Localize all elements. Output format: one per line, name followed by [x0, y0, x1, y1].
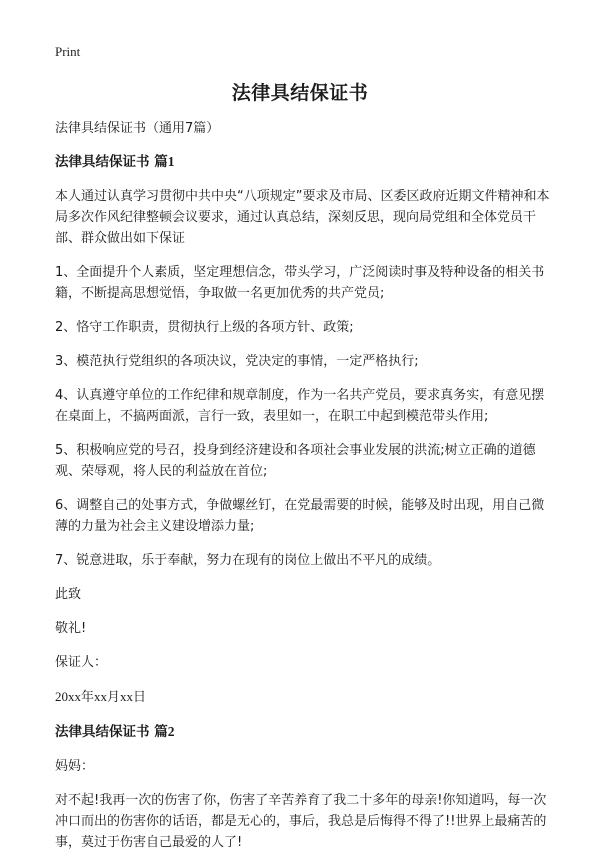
section-heading-2-number: 2: [167, 724, 175, 739]
date-day: xx: [120, 689, 134, 704]
section1-item-5: 5、积极响应党的号召，投身到经济建设和各项社会事业发展的洪流;树立正确的道德观、荣辱观，将人民的利益放在首位;: [55, 443, 536, 479]
date-year: 20xx: [55, 689, 81, 704]
salute-text: 敬礼!: [55, 621, 87, 636]
document-subtitle: 法律具结保证书（通用7篇）: [55, 121, 220, 136]
date-year-unit: 年: [81, 690, 95, 705]
section1-item-4: 4、认真遵守单位的工作纪律和规章制度，作为一名共产党员，要求真务实，有意见摆在桌面上，不搞两面派，言行一致，表里如一，在职工中起到模范带头作用;: [55, 388, 545, 424]
section-heading-2-text: 法律具结保证书 篇: [55, 724, 168, 740]
section1-intro-paragraph: 本人通过认真学习贯彻中共中央“八项规定”要求及市局、区委区政府近期文件精神和本局多次作风纪律整顿会议要求，通过认真总结，深刻反思，现向局党组和全体党员干部、群众做出如下保证: [55, 189, 550, 246]
section2-greeting: 妈妈：: [55, 759, 95, 774]
date-day-unit: 日: [133, 690, 147, 705]
section2-paragraph-1: 对不起!我再一次的伤害了你，伤害了辛苦养育了我二十多年的母亲!你知道吗，每一次冲口而出的伤害你的话语，都是无心的，事后，我总是后悔得不得了!!世界上最痛苦的事，莫过于伤害自己最爱的人了!: [55, 793, 547, 850]
print-link[interactable]: Print: [55, 44, 81, 59]
closing-text: 此致: [55, 587, 82, 602]
section1-item-7: 7、锐意进取，乐于奉献，努力在现有的岗位上做出不平凡的成绩。: [55, 553, 441, 568]
section1-item-6: 6、调整自己的处事方式，争做螺丝钉，在党最需要的时候，能够及时出现，用自己微薄的力量为社会主义建设增添力量;: [55, 498, 545, 534]
section-heading-1-number: 1: [167, 154, 175, 169]
document-title: 法律具结保证书: [231, 82, 369, 104]
signature-date: [55, 686, 550, 708]
section1-item-2: 2、恪守工作职责，贯彻执行上级的各项方针、政策;: [55, 320, 354, 335]
guarantor-label: 保证人：: [55, 655, 108, 670]
section1-item-3: 3、模范执行党组织的各项决议，党决定的事情，一定严格执行;: [55, 354, 419, 369]
section-heading-1: [55, 151, 550, 173]
section-heading-1-text: 法律具结保证书 篇: [55, 154, 168, 170]
section-heading-2: [55, 721, 550, 743]
document-body: [55, 118, 550, 866]
date-month: xx: [94, 689, 108, 704]
section1-item-1: 1、全面提升个人素质，坚定理想信念，带头学习，广泛阅读时事及特种设备的相关书籍，不断提高思想觉悟，争取做一名更加优秀的共产党员;: [55, 265, 545, 301]
date-month-unit: 月: [107, 690, 121, 705]
